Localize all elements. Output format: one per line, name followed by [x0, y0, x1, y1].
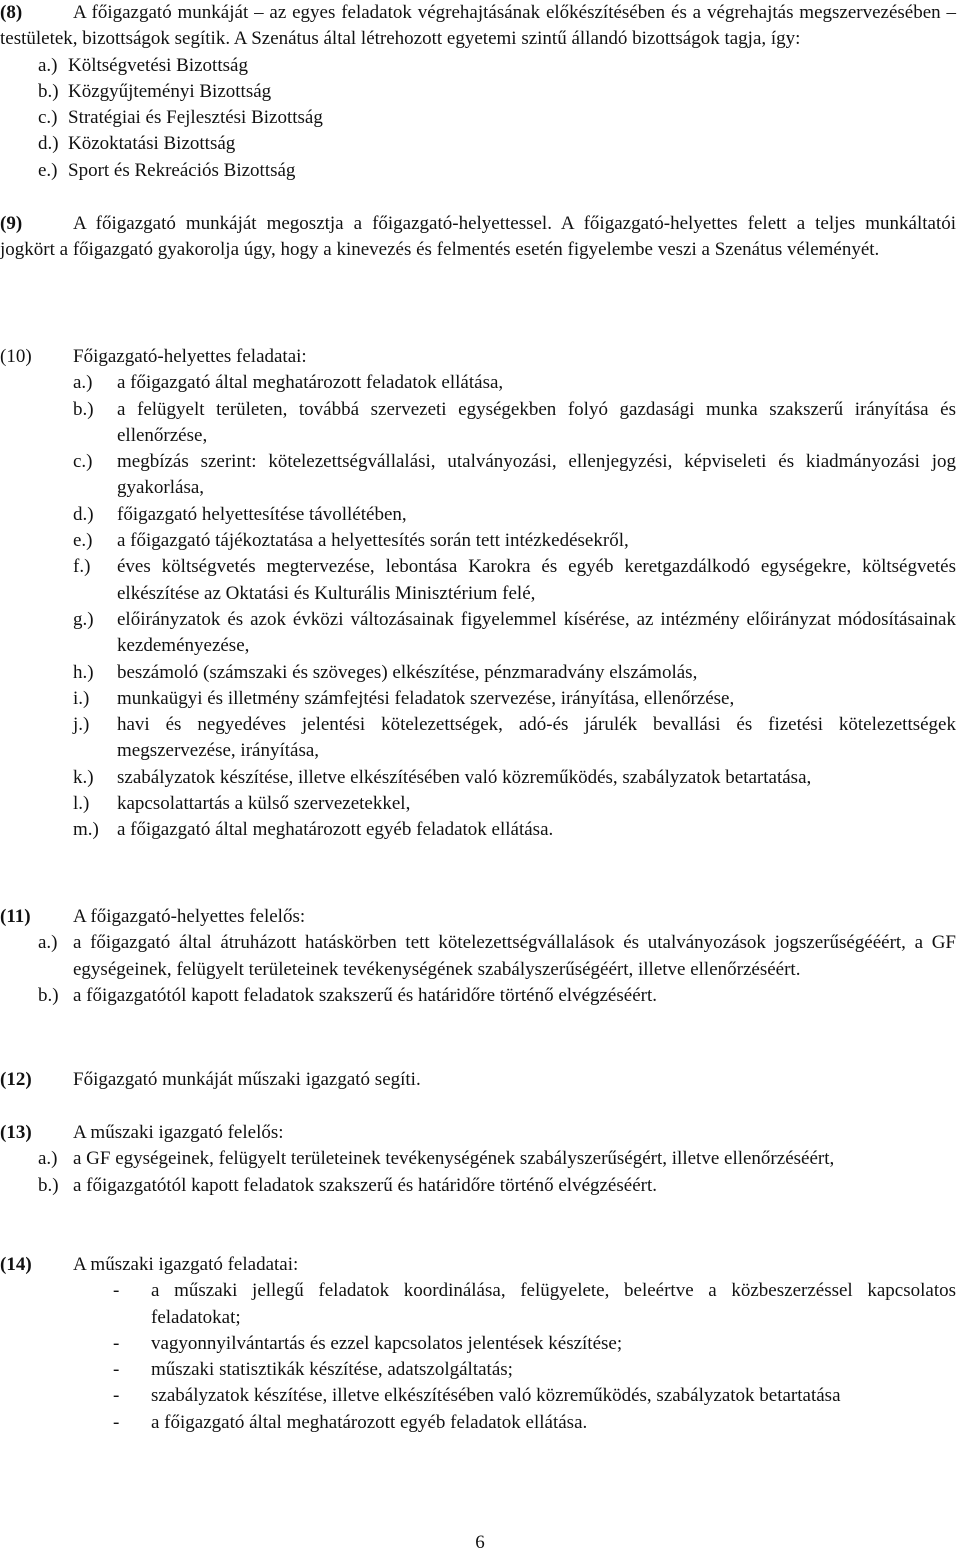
- section-title: A főigazgató-helyettes felelős:: [73, 906, 306, 927]
- deputy-tasks-list: [73, 370, 956, 843]
- list-item: m.) a főigazgató által meghatározott egyéb feladatok ellátása.: [73, 819, 554, 841]
- section-title: Főigazgató-helyettes feladatai:: [73, 346, 307, 367]
- section-number: (11): [0, 906, 31, 927]
- list-item: g.) előirányzatok és azok évközi változásainak figyelemmel kísérése, az intézmény előirányzat módosításainak kezdeményezése,: [73, 608, 956, 657]
- section-number: (8): [0, 2, 23, 23]
- list-item: a.) a GF egységeinek, felügyelt területeinek tevékenységének szabályszerűségért, illetve ellenőrzéséért,: [38, 1148, 835, 1170]
- list-item: f.) éves költségvetés megtervezése, lebontása Karokra és egyéb keretgazdálkodó egységekre, költségvetés elkészítése az Oktatási és Kulturális Minisztérium felé,: [73, 556, 956, 604]
- list-item: b.) a főigazgatótól kapott feladatok szakszerű és határidőre történő elvégzéséért.: [38, 984, 657, 1006]
- section-9: [0, 211, 956, 264]
- list-item: a.) Költségvetési Bizottság: [38, 54, 248, 76]
- section-heading: [0, 1120, 956, 1146]
- technical-director-responsibility-list: [38, 1146, 956, 1199]
- section-number: (14): [0, 1254, 32, 1275]
- section-heading: [0, 904, 956, 930]
- list-item: c.) Stratégiai és Fejlesztési Bizottság: [38, 107, 323, 129]
- list-item: - műszaki statisztikák készítése, adatszolgáltatás;: [113, 1359, 513, 1381]
- section-number: (9): [0, 213, 23, 234]
- list-item: - a főigazgató által meghatározott egyéb feladatok ellátása.: [113, 1411, 588, 1433]
- section-number: (12): [0, 1069, 32, 1090]
- list-item: - szabályzatok készítése, illetve elkészítésében való közreműködés, szabályzatok betartatása: [113, 1385, 841, 1407]
- committee-list: [38, 53, 956, 184]
- section-9-paragraph: [0, 211, 956, 264]
- section-8: [0, 0, 956, 184]
- section-heading: [0, 1252, 956, 1278]
- section-heading: [0, 1067, 956, 1093]
- list-item: b.) a felügyelt területen, továbbá szervezeti egységekben folyó gazdasági munka szakszerű irányítása és ellenőrzése,: [73, 398, 956, 446]
- list-item: h.) beszámoló (számszaki és szöveges) elkészítése, pénzmaradvány elszámolás,: [73, 661, 698, 683]
- section-title: A műszaki igazgató felelős:: [73, 1122, 284, 1143]
- section-12: [0, 1067, 956, 1093]
- section-text: Főigazgató munkáját műszaki igazgató segíti.: [73, 1069, 421, 1090]
- list-item: e.) a főigazgató tájékoztatása a helyettesítés során tett intézkedésekről,: [73, 530, 629, 552]
- section-10: [0, 344, 956, 844]
- list-item: - a műszaki jellegű feladatok koordinálása, felügyelete, beleértve a közbeszerzéssel kapcsolatos feladatokat;: [113, 1280, 956, 1328]
- section-11: [0, 904, 956, 1009]
- list-item: i.) munkaügyi és illetmény számfejtési feladatok szervezése, irányítása, ellenőrzése,: [73, 687, 735, 709]
- section-text: A főigazgató munkáját – az egyes feladatok végrehajtásának előkészítésében és a végrehajtás megszervezésében – testületek, bizottságok segítik. A Szenátus által létrehozott egyetemi szintű állandó bizottságok tagja, így:: [0, 2, 956, 50]
- list-item: e.) Sport és Rekreációs Bizottság: [38, 159, 296, 181]
- section-title: A műszaki igazgató feladatai:: [73, 1254, 299, 1275]
- deputy-responsibility-list: [38, 930, 956, 1009]
- section-number: (10): [0, 346, 32, 367]
- technical-director-tasks-list: [113, 1278, 956, 1436]
- list-item: l.) kapcsolattartás a külső szervezetekkel,: [73, 793, 411, 815]
- section-8-paragraph: [0, 0, 956, 53]
- list-item: a.) a főigazgató által átruházott hatáskörben tett kötelezettségvállalások és utalványozások jogszerűségééért, a GF egységeinek, felügyelt területeinek tevékenységének szabályszerűségéért, illetve ellenőrzéséért.: [38, 932, 956, 980]
- list-item: d.) Közoktatási Bizottság: [38, 133, 236, 155]
- page-number: 6: [475, 1532, 485, 1553]
- list-item: b.) a főigazgatótól kapott feladatok szakszerű és határidőre történő elvégzéséért.: [38, 1174, 657, 1196]
- list-item: k.) szabályzatok készítése, illetve elkészítésében való közreműködés, szabályzatok betartatása,: [73, 766, 812, 788]
- section-14: [0, 1252, 956, 1436]
- list-item: d.) főigazgató helyettesítése távollétében,: [73, 503, 407, 525]
- section-heading: [0, 344, 956, 370]
- list-item: c.) megbízás szerint: kötelezettségvállalási, utalványozási, ellenjegyzési, képviseleti és kiadmányozási jog gyakorlása,: [73, 451, 956, 499]
- section-text: A főigazgató munkáját megosztja a főigazgató-helyettessel. A főigazgató-helyettes felett a teljes munkáltatói jogkört a főigazgató gyakorolja úgy, hogy a kinevezés és felmentés esetén figyelembe veszi a Szenátus véleményét.: [0, 213, 956, 261]
- list-item: a.) a főigazgató által meghatározott feladatok ellátása,: [73, 372, 504, 394]
- section-number: (13): [0, 1122, 32, 1143]
- list-item: j.) havi és negyedéves jelentési kötelezettségek, adó-és járulék bevallási és fizetési kötelezettségek megszervezése, irányítása,: [73, 714, 956, 762]
- list-item: b.) Közgyűjteményi Bizottság: [38, 80, 272, 102]
- list-item: - vagyonnyilvántartás és ezzel kapcsolatos jelentések készítése;: [113, 1332, 623, 1354]
- section-13: [0, 1120, 956, 1199]
